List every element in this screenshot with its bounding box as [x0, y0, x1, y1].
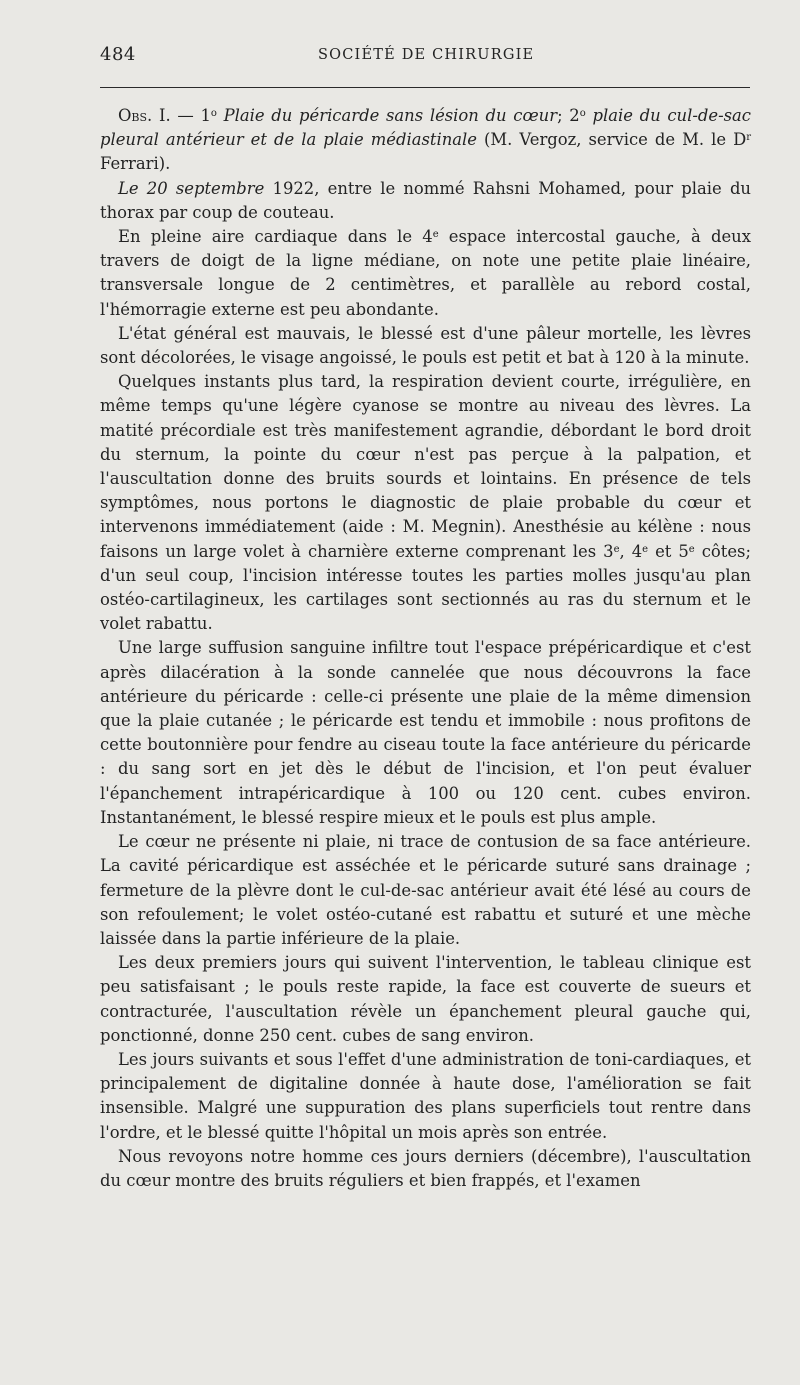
observation-attribution-b: Ferrari).	[100, 154, 171, 174]
paragraph-operation	[100, 370, 751, 636]
operation-text-b: , 4	[619, 541, 643, 561]
paragraph-followup: Nous revoyons notre homme ces jours derniers (décembre), l'auscultation du cœur montre des bruits réguliers et bien frappés, et l'examen	[100, 1146, 751, 1190]
observation-attribution-a: (M. Vergoz, service de M. le D	[476, 130, 747, 150]
paragraph-admission	[100, 177, 751, 225]
operation-sup-1: e	[613, 543, 620, 555]
admission-text: 1922, entre le nommé Rahsni Mohamed, pour plaie du thorax par coup de couteau.	[100, 178, 751, 222]
observation-sep: ; 2	[557, 106, 580, 125]
operation-sup-3: e	[688, 543, 695, 555]
article-body	[100, 104, 751, 1193]
operation-text-c: et 5	[648, 541, 689, 561]
page-number: 484	[100, 44, 136, 65]
paragraph-following-days: Les jours suivants et sous l'effet d'une administration de toni-cardiaques, et principalement de digitaline donnée à haute dose, l'amélioration se fait insensible. Malgré une suppuration des plans superficiels tout rentre dans l'ordre, et le blessé quitte l'hôpital un mois après son entrée.	[100, 1049, 751, 1142]
observation-title-2: plaie du cul-de-sac pleural antérieur et de la plaie médiastinale	[100, 106, 751, 150]
running-head: SOCIÉTÉ DE CHIRURGIE	[318, 47, 535, 63]
operation-text-d: côtes; d'un seul coup, l'incision intéresse toutes les parties molles jusqu'au plan ostéo-cartilagineux, les cartilages sont sectionnés au ras du sternum et le volet rabattu.	[100, 541, 751, 634]
observation-heading	[100, 104, 751, 177]
paragraph-pericardium: Une large suffusion sanguine infiltre tout l'espace prépéricardique et c'est après dilacération à la sonde cannelée que nous découvrons la face antérieure du péricarde : celle-ci présente une plaie de la même dimension que la plaie cutanée ; le péricarde est tendu et immobile : nous profitons de cette boutonnière pour fendre au ciseau toute la face antérieure du péricarde : du sang sort en jet dès le début de l'incision, et l'on peut évaluer l'épanchement intrapéricardique à 100 ou 120 cent. cubes environ. Instantanément, le blessé respire mieux et le pouls est plus ample.	[100, 638, 751, 827]
operation-text-a: Quelques instants plus tard, la respiration devient courte, irrégulière, en même temps qu'une légère cyanose se montre au niveau des lèvres. La matité précordiale est très manifestement agrandie, débordant le bord droit du sternum, la pointe du cœur n'est pas perçue à la palpation, et l'auscultation donne des bruits sourds et lointains. En présence de tels symptômes, nous portons le diagnostic de plaie probable du cœur et intervenons immédiatement (aide : M. Megnin). Anesthésie au kélène : nous faisons un large volet à charnière externe comprenant les 3	[100, 372, 751, 561]
ordinal-2: o	[579, 108, 586, 119]
paragraph-wound	[100, 225, 751, 322]
page-header	[100, 44, 750, 74]
observation-dash: — 1	[170, 106, 211, 125]
paragraph-heart: Le cœur ne présente ni plaie, ni trace de contusion de sa face antérieure. La cavité péricardique est asséchée et le péricarde suturé sans drainage ; fermeture de la plèvre dont le cul-de-sac antérieur avait été lésé au cours de son refoulement; le volet ostéo-cutané est rabattu et suturé et une mèche laissée dans la partie inférieure de la plaie.	[100, 832, 751, 948]
header-rule	[100, 87, 750, 88]
admission-date: Le 20 septembre	[118, 178, 265, 198]
attribution-sup: r	[746, 132, 751, 144]
observation-title-1: Plaie du péricarde sans lésion du cœur	[216, 106, 558, 125]
wound-text-a: En pleine aire cardiaque dans le 4	[118, 227, 433, 247]
paragraph-first-days: Les deux premiers jours qui suivent l'intervention, le tableau clinique est peu satisfaisant ; le pouls reste rapide, la face est couverte de sueurs et contracturée, l'auscultation révèle un épanchement pleural gauche qui, ponctionné, donne 250 cent. cubes de sang environ.	[100, 953, 751, 1045]
ordinal-1: o	[210, 108, 217, 119]
wound-text-b: espace intercostal gauche, à deux travers de doigt de la ligne médiane, on note une petite plaie linéaire, transversale longue de 2 centimètres, et parallèle au rebord costal, l'hémorragie externe est peu abondante.	[100, 227, 751, 319]
operation-sup-2: e	[642, 543, 649, 555]
wound-sup: e	[432, 229, 439, 241]
observation-label: Obs. I.	[118, 106, 171, 125]
paragraph-state: L'état général est mauvais, le blessé est d'une pâleur mortelle, les lèvres sont décolorées, le visage angoissé, le pouls est petit et bat à 120 à la minute.	[100, 323, 751, 368]
